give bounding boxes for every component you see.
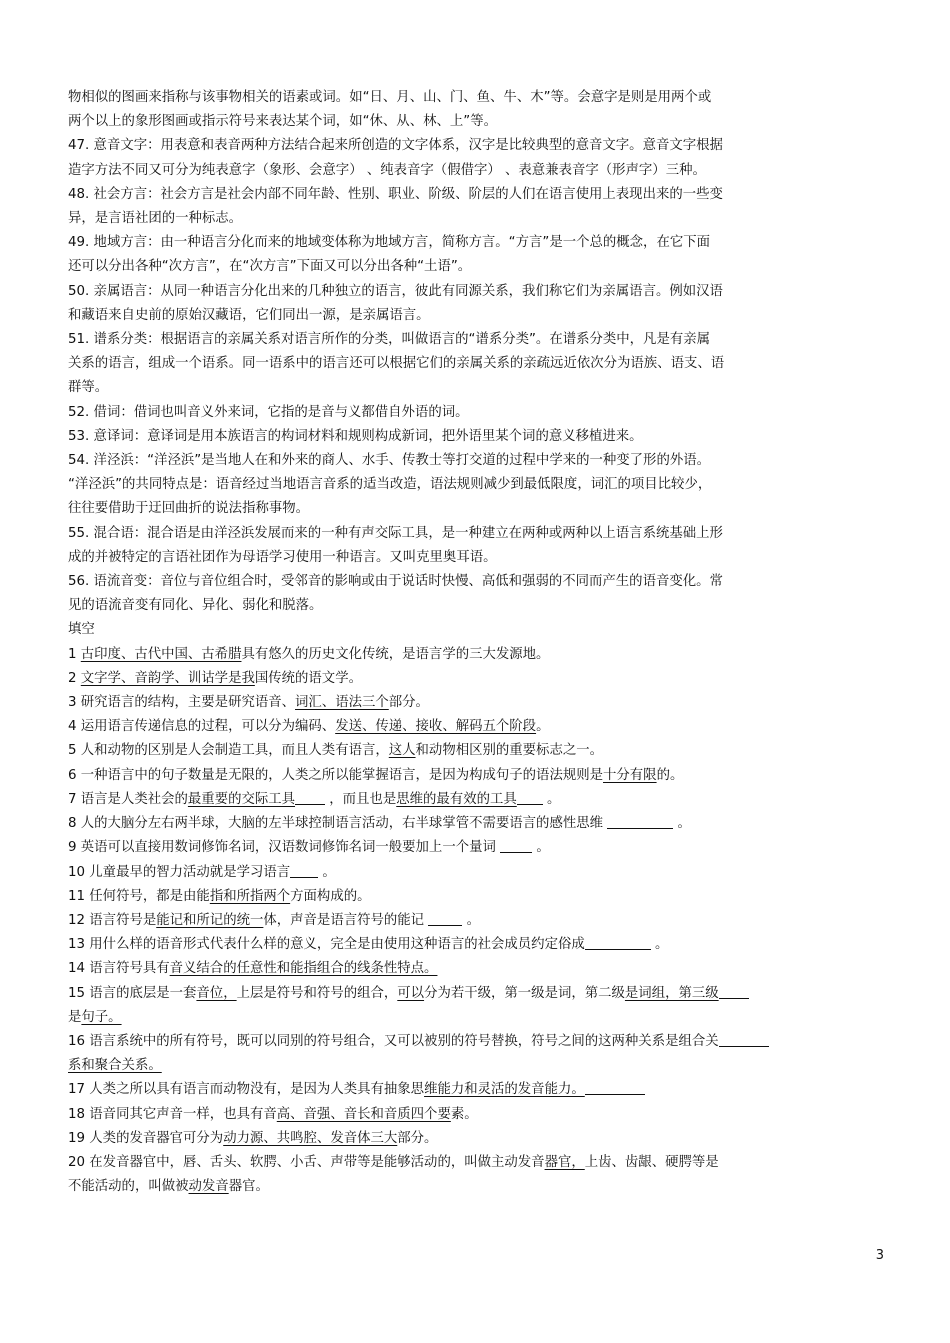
item-text: 。 — [462, 912, 480, 928]
underlined-answer: 音位， — [196, 985, 237, 1001]
text-line: 还可以分出各种“次方言”，在“次方言”下面又可以分出各种“土语”。 — [68, 259, 472, 275]
item-text: 17 人类之所以具有语言而动物没有，是因为人类具有抽象思 — [68, 1082, 425, 1098]
text-line: 54. 洋泾浜：“洋泾浜”是当地人在和外来的商人、水手、传教士等打交道的过程中学来的一种变了形的外语。 — [68, 453, 711, 469]
fill-in-item — [68, 933, 830, 957]
text-line: 52. 借词：借词也叫音义外来词，它指的是音与义都借自外语的词。 — [68, 404, 469, 420]
fill-in-item — [68, 1078, 830, 1102]
item-text: 部分。 — [397, 1130, 438, 1146]
answer-blank — [607, 814, 673, 829]
fill-in-item — [68, 909, 830, 933]
fill-in-item — [68, 691, 830, 715]
underlined-answer: 动发音 — [188, 1179, 229, 1195]
item-text: 。 — [318, 864, 336, 880]
item-text: 。 — [673, 816, 691, 832]
underlined-answer: 思维的最有效的工具 — [396, 791, 517, 807]
fill-in-item — [68, 1054, 830, 1078]
underlined-answer: 指和所指两个 — [209, 888, 291, 904]
item-text: 12 语言符号是 — [68, 912, 157, 928]
underlined-answer: 最重要的交际工具 — [187, 791, 296, 807]
item-text: 4 运用语言传递信息的过程，可以分为编码、 — [68, 719, 336, 735]
item-text: 上齿、齿龈、硬腭等是 — [584, 1154, 719, 1170]
text-line: 56. 语流音变：音位与音位组合时，受邻音的影响或由于说话时快慢、高低和强弱的不同而产生的语音变化。常 — [68, 574, 723, 590]
item-text: 15 语言的底层是一套 — [68, 985, 197, 1001]
fill-in-item — [68, 957, 830, 981]
text-line: 55. 混合语：混合语是由洋泾浜发展而来的一种有声交际工具，是一种建立在两种或两种以上语言系统基础上形 — [68, 525, 723, 541]
answer-blank — [295, 790, 325, 805]
fill-in-item — [68, 1030, 830, 1054]
item-text: 国传统的语文学。 — [254, 670, 362, 686]
item-text: 部分。 — [388, 695, 429, 711]
item-text: 13 用什么样的语音形式代表什么样的意义，完全是由使用这种语言的社会成员约定俗成 — [68, 937, 585, 953]
text-line: 50. 亲属语言：从同一种语言分化出来的几种独立的语言，彼此有同源关系，我们称它们为亲属语言。例如汉语 — [68, 283, 723, 299]
item-text: 14 语言符号具有 — [68, 961, 170, 977]
item-text: 。 — [532, 840, 550, 856]
item-text: 10 儿童最早的智力活动就是学习语言 — [68, 864, 291, 880]
fill-in-item — [68, 643, 830, 667]
fill-in-item — [68, 739, 830, 763]
text-line: 两个以上的象形图画或指示符号来表达某个词，如“休、从、林、上”等。 — [68, 114, 497, 130]
underlined-answer: 词汇、语法三个 — [295, 695, 389, 711]
underlined-answer: 高、音强、音长和音质四个要 — [276, 1106, 451, 1122]
text-line: 物相似的图画来指称与该事物相关的语素或词。如“日、月、山、门、鱼、牛、木”等。会意字是则是用两个或 — [68, 90, 712, 105]
underlined-answer: 音义结合的任意性和能指组合的线条性特点。 — [169, 961, 438, 977]
fill-in-item — [68, 1127, 830, 1151]
item-text: 7 语言是人类社会的 — [68, 791, 188, 807]
text-line: 和藏语来自史前的原始汉藏语，它们同出一源，是亲属语言。 — [68, 307, 430, 323]
text-line: “洋泾浜”的共同特点是：语音经过当地语言音系的适当改造，语法规则减少到最低限度，词汇的项目比较少， — [68, 477, 712, 493]
underlined-answer: 能记和所记的统一 — [156, 912, 264, 928]
item-text: 11 任何符号，都是由能 — [68, 888, 210, 904]
item-text: 上层是符号和符号的组合， — [236, 985, 398, 1001]
fill-in-item — [68, 1103, 830, 1127]
answer-blank — [719, 1032, 769, 1047]
text-line: 造字方法不同又可分为纯表意字（象形、会意字） 、纯表音字（假借字） 、表意兼表音字（形声字）三种。 — [68, 162, 706, 178]
underlined-answer: 系和聚合关系。 — [68, 1058, 162, 1074]
fill-in-item — [68, 1175, 830, 1199]
underlined-answer: 可以 — [397, 985, 425, 1001]
underlined-answer: 文字学、音韵学、训诂学是我 — [80, 670, 255, 686]
item-text: 和动物相区别的重要标志之一。 — [415, 743, 604, 759]
text-line: 群等。 — [68, 380, 109, 396]
underlined-answer: 动力源、共鸣腔、发音体三大 — [223, 1130, 398, 1146]
item-text: 器官。 — [228, 1179, 269, 1195]
underlined-answer: 器官， — [544, 1154, 585, 1170]
item-text: 不能活动的，叫做被 — [68, 1179, 189, 1195]
fill-in-item — [68, 861, 830, 885]
item-text: 。 — [650, 937, 669, 953]
fill-in-item — [68, 885, 830, 909]
fill-in-item — [68, 982, 830, 1006]
item-text: 1 — [68, 646, 81, 662]
item-text: 2 — [68, 670, 81, 686]
item-text: 。 — [536, 719, 550, 735]
item-text: 素。 — [450, 1106, 478, 1122]
underlined-answer: 是词组，第三级 — [624, 985, 719, 1001]
fill-in-item — [68, 764, 830, 788]
item-text: 分为若干级，第一级是词，第二级 — [424, 985, 625, 1001]
underlined-answer: 这人 — [388, 743, 416, 759]
text-line: 填空 — [68, 622, 95, 638]
item-text: 方面构成的。 — [290, 888, 371, 904]
item-text: 8 人的大脑分左右两半球，大脑的左半球控制语言活动，右半球掌管不需要语言的感性思维 — [68, 816, 608, 832]
text-line: 51. 谱系分类：根据语言的亲属关系对语言所作的分类，叫做语言的“谱系分类”。在谱系分类中，凡是有亲属 — [68, 332, 711, 348]
item-text: 20 在发音器官中，唇、舌头、软腭、小舌、声带等是能够活动的，叫做主动发音 — [68, 1154, 545, 1170]
text-line: 53. 意译词：意译词是用本族语言的构词材料和规则构成新词，把外语里某个词的意义移植进来。 — [68, 428, 643, 444]
item-text: 16 语言系统中的所有符号，既可以同别的符号组合，又可以被别的符号替换，符号之间的这两种关系是组合关 — [68, 1033, 719, 1049]
item-text: 的。 — [656, 767, 684, 783]
answer-blank — [585, 935, 651, 950]
item-text: 3 研究语言的结构，主要是研究语音、 — [68, 695, 296, 711]
answer-blank — [719, 984, 749, 999]
fill-in-item — [68, 1006, 830, 1030]
text-line: 往往要借助于迂回曲折的说法指称事物。 — [68, 501, 310, 517]
item-text: 。 — [542, 791, 561, 807]
item-text: 是 — [68, 1009, 82, 1025]
answer-blank — [428, 911, 462, 926]
item-text: 具有悠久的历史文化传统，是语言学的三大发源地。 — [241, 646, 550, 662]
body-text — [68, 86, 830, 1199]
item-text: 体，声音是语言符号的能记 — [263, 912, 429, 928]
answer-blank — [517, 790, 543, 805]
item-text: 6 一种语言中的句子数量是无限的，人类之所以能掌握语言，是因为构成句子的语法规则是 — [68, 767, 604, 783]
underlined-answer: 发送、传递、接收、解码五个阶段 — [335, 719, 537, 735]
text-line: 48. 社会方言：社会方言是社会内部不同年龄、性别、职业、阶级、阶层的人们在语言使用上表现出来的一些变 — [68, 186, 723, 202]
item-text: 18 语音同其它声音一样，也具有音 — [68, 1106, 277, 1122]
text-line: 49. 地域方言：由一种语言分化而来的地域变体称为地域方言，简称方言。“方言”是一个总的概念，在它下面 — [68, 235, 711, 251]
fill-in-item — [68, 812, 830, 836]
fill-in-item — [68, 836, 830, 860]
underlined-answer: 维能力和灵活的发音能力。 — [424, 1082, 585, 1098]
text-line: 关系的语言，组成一个语系。同一语系中的语言还可以根据它们的亲属关系的亲疏远近依次分为语族、语支、语 — [68, 356, 725, 372]
text-line: 成的并被特定的言语社团作为母语学习使用一种语言。又叫克里奥耳语。 — [68, 549, 497, 565]
text-line: 见的语流音变有同化、异化、弱化和脱落。 — [68, 598, 323, 614]
text-line: 异，是言语社团的一种标志。 — [68, 211, 243, 227]
item-text: 19 人类的发音器官可分为 — [68, 1130, 224, 1146]
item-text: 5 人和动物的区别是人会制造工具，而且人类有语言， — [68, 743, 389, 759]
fill-in-item — [68, 667, 830, 691]
item-text: 9 英语可以直接用数词修饰名词，汉语数词修饰名词一般要加上一个量词 — [68, 840, 501, 856]
underlined-answer: 古印度、古代中国、古希腊 — [80, 646, 242, 662]
fill-in-item — [68, 715, 830, 739]
answer-blank — [500, 838, 532, 853]
answer-blank — [585, 1080, 645, 1095]
page-number: 3 — [875, 1248, 884, 1263]
answer-blank — [290, 863, 318, 878]
fill-in-item — [68, 1151, 830, 1175]
item-text: ，而且也是 — [325, 791, 397, 807]
text-line: 47. 意音文字：用表意和表音两种方法结合起来所创造的文字体系，汉字是比较典型的意音文字。意音文字根据 — [68, 138, 723, 154]
underlined-answer: 十分有限 — [603, 767, 657, 783]
underlined-answer: 句子。 — [81, 1009, 122, 1025]
fill-in-item — [68, 788, 830, 812]
